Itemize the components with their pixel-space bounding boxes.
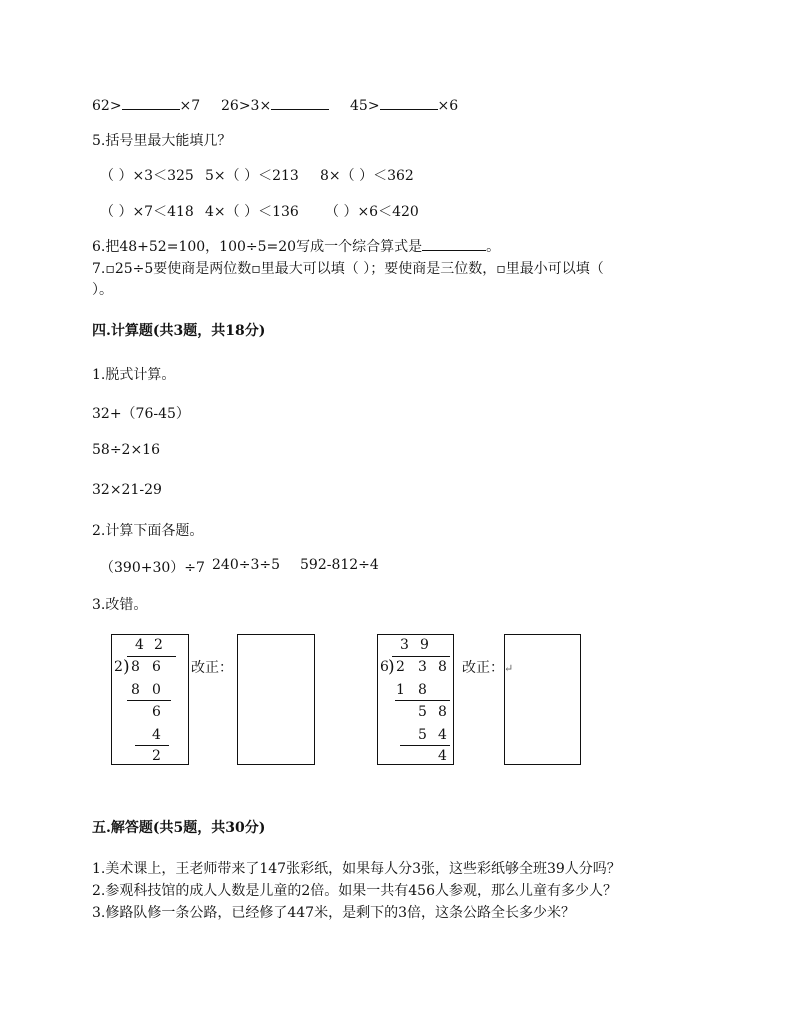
problem-1: 1.美术课上，王老师带来了147张彩纸，如果每人分3张，这些彩纸够全班39人分吗？ [92, 861, 621, 877]
calc-q1-title: 1.脱式计算。 [92, 367, 176, 383]
q6-end: 。 [486, 239, 501, 255]
fill-item-1 [92, 95, 200, 114]
division-bracket-top [127, 656, 176, 657]
quotient-digit: 3 [400, 637, 409, 653]
dividend-digit: 8 [131, 659, 140, 675]
division-bracket: ) [388, 657, 395, 677]
fill-item-1-suffix: ×7 [179, 98, 201, 114]
answer-blank[interactable] [380, 95, 438, 110]
calc-q2-item-3: 592-812÷4 [300, 557, 379, 573]
problem-3: 3.修路队修一条公路，已经修了447米，是剩下的3倍，这条公路全长多少米？ [92, 905, 575, 921]
fill-item-2 [221, 95, 329, 114]
step-line [135, 745, 169, 746]
dividend-digit: 8 [438, 659, 447, 675]
quotient-digit: 4 [135, 637, 144, 653]
step-digit: 8 [418, 682, 427, 698]
correction-box-2[interactable] [504, 634, 581, 765]
step-digit: 5 [418, 727, 427, 743]
step-digit: 4 [152, 727, 161, 743]
q6-question [92, 236, 500, 256]
calc-q3-title: 3.改错。 [92, 597, 148, 613]
divisor-digit: 2 [114, 659, 123, 675]
q5-row1-item2: 5×（ ）＜213 [205, 168, 299, 184]
step-digit: 0 [152, 682, 161, 698]
quotient-digit: 2 [154, 637, 163, 653]
divisor-digit: 6 [380, 659, 389, 675]
step-digit: 1 [396, 682, 405, 698]
calc-expression-3: 32×21-29 [92, 482, 162, 498]
dividend-digit: 3 [418, 659, 427, 675]
step-digit: 4 [438, 727, 447, 743]
return-mark-icon: ↵ [504, 662, 514, 675]
fill-item-3-prefix: 45> [350, 98, 380, 114]
correction-box-1[interactable] [237, 634, 315, 765]
q7-line1: 7.▫25÷5要使商是两位数▫里最大可以填（ ）；要使商是三位数，▫里最小可以填（ [92, 261, 604, 277]
q5-row2-item2: 4×（ ）＜136 [205, 204, 299, 220]
answer-blank[interactable] [271, 95, 329, 110]
division-bracket-top [392, 656, 450, 657]
q7-line2: ）。 [92, 282, 113, 298]
fill-item-3 [350, 95, 458, 114]
step-digit: 6 [152, 704, 161, 720]
dividend-digit: 2 [396, 659, 405, 675]
answer-blank[interactable] [422, 236, 486, 251]
q5-row1-item3: 8×（ ）＜362 [320, 168, 414, 184]
calc-q2-item-1: （390+30）÷7 [100, 560, 205, 576]
quotient-digit: 9 [420, 637, 429, 653]
section-4-title: 四.计算题(共3题，共18分) [92, 323, 266, 339]
calc-expression-2: 58÷2×16 [92, 442, 160, 458]
q5-row2-item1: （ ）×7＜418 [100, 204, 194, 220]
division-bracket: ) [123, 657, 130, 677]
q5-row2-item3: （ ）×6＜420 [325, 204, 419, 220]
fill-item-3-suffix: ×6 [437, 98, 459, 114]
remainder-digit: 4 [438, 748, 447, 764]
q5-title: 5.括号里最大能填几？ [92, 133, 232, 149]
fill-item-1-prefix: 62> [92, 98, 122, 114]
step-digit: 8 [131, 682, 140, 698]
problem-2: 2.参观科技馆的成人人数是儿童的2倍。如果一共有456人参观，那么儿童有多少人？ [92, 883, 617, 899]
correction-label-1: 改正： [191, 660, 233, 676]
remainder-digit: 2 [152, 748, 161, 764]
step-line [395, 700, 450, 701]
step-line [127, 700, 171, 701]
calc-q2-title: 2.计算下面各题。 [92, 523, 204, 539]
correction-label-2-text: 改正： [462, 660, 504, 676]
section-5-title: 五.解答题(共5题，共30分) [92, 820, 266, 836]
step-digit: 5 [418, 704, 427, 720]
dividend-digit: 6 [152, 659, 161, 675]
step-digit: 8 [438, 704, 447, 720]
answer-blank[interactable] [122, 95, 180, 110]
calc-expression-1: 32+（76-45） [92, 406, 190, 422]
step-line [400, 745, 450, 746]
calc-q2-item-2: 240÷3÷5 [212, 557, 280, 573]
q5-row1-item1: （ ）×3＜325 [100, 168, 194, 184]
q6-text: 6.把48+52=100，100÷5=20写成一个综合算式是 [92, 239, 423, 255]
fill-item-2-prefix: 26>3× [221, 98, 272, 114]
